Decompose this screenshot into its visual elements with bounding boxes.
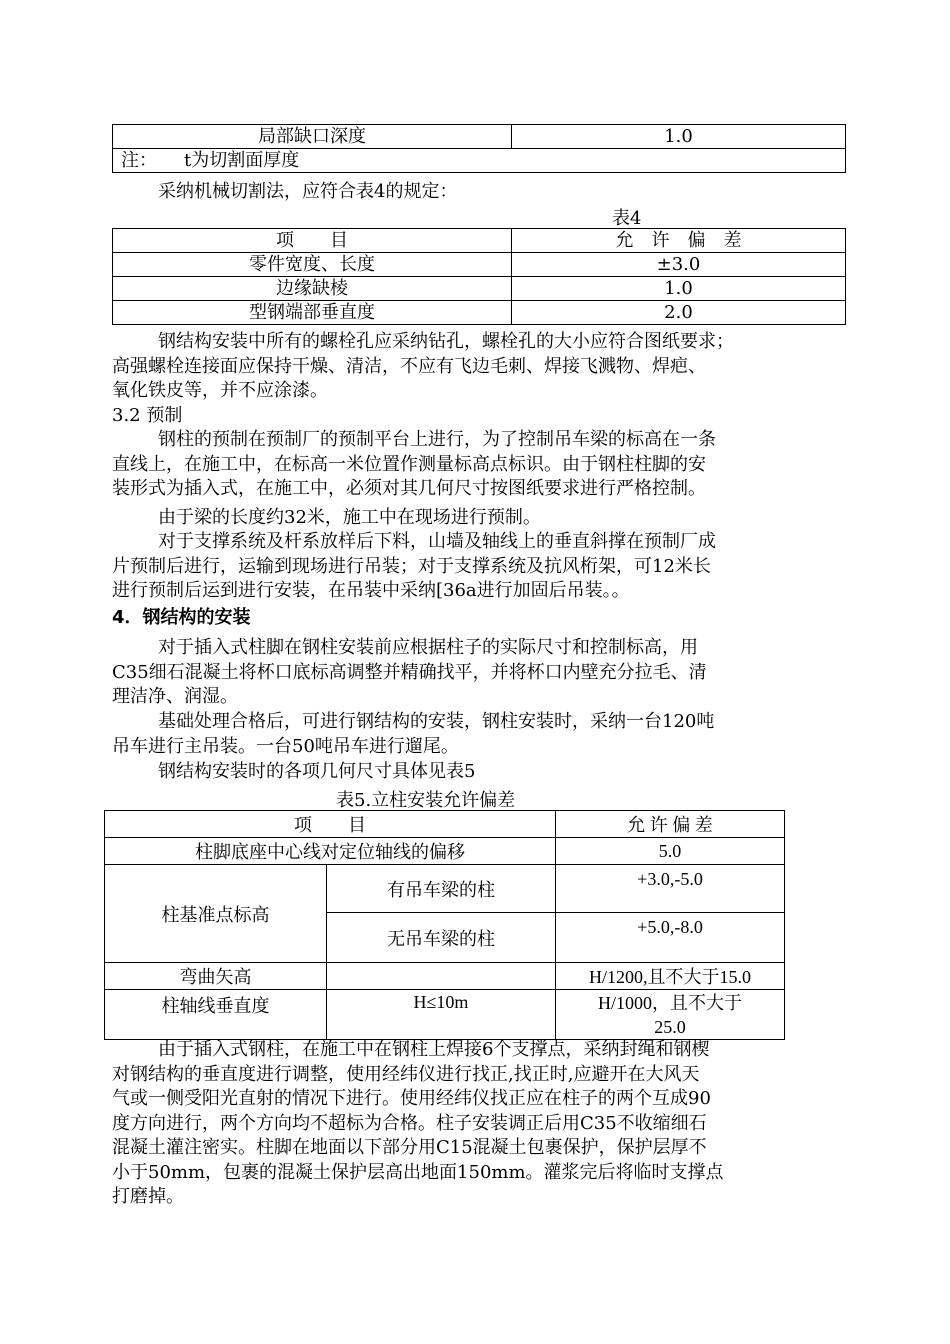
table5-cell xyxy=(556,913,785,963)
table5-cell xyxy=(556,990,785,1040)
table4-row-item xyxy=(113,277,512,301)
text-line: 进行预制后运到进行安装，在吊装中采纳[36a进行加固后吊装。。 xyxy=(112,580,630,601)
text-line: 对于支撑系统及杆系放样后下料，山墙及轴线上的垂直斜撑在预制厂成 xyxy=(158,531,716,552)
text-line: 钢柱的预制在预制厂的预制平台上进行，为了控制吊车梁的标高在一条 xyxy=(158,429,716,450)
text-line: 小于50mm，包裹的混凝土保护层高出地面150mm。灌浆完后将临时支撑点 xyxy=(112,1161,724,1183)
table4-cell: 型钢端部垂直度 xyxy=(249,302,375,323)
text-line: 高强螺栓连接面应保持干燥、清洁，不应有飞边毛刺、焊接飞溅物、焊疤、 xyxy=(112,355,706,377)
table5-cell xyxy=(327,990,556,1040)
para-beam xyxy=(112,506,860,531)
para-final xyxy=(112,1038,860,1210)
table5-cell-text: 有吊车梁的柱 xyxy=(387,879,495,900)
para-support xyxy=(112,530,860,604)
section-heading: 3.2 预制 xyxy=(112,405,183,426)
para-mech xyxy=(112,180,860,205)
heading-4 xyxy=(112,606,860,631)
table5-cell-text: H≤10m xyxy=(413,992,469,1012)
partial-item: 局部缺口深度 xyxy=(258,126,366,147)
table5-cell xyxy=(556,838,785,865)
para-bolt xyxy=(112,330,860,404)
table5-cell-text: 5.0 xyxy=(658,840,682,861)
text-line: 打磨掉。 xyxy=(112,1186,184,1207)
partial-item-cell xyxy=(113,125,512,149)
table4-header-item xyxy=(113,229,512,253)
text-line: 吊车进行主吊装。一台50吨吊车进行遛尾。 xyxy=(112,735,459,757)
para-crane xyxy=(112,710,860,759)
table4-cell: 1.0 xyxy=(664,278,693,299)
table4-row-item xyxy=(113,253,512,277)
table5-header-text: 允 许 偏 差 xyxy=(627,815,713,835)
table5-cell xyxy=(105,963,327,990)
table5-cell xyxy=(105,865,327,963)
para-prefab xyxy=(112,428,860,502)
table4-row-item xyxy=(113,301,512,325)
text-line: 钢结构安装时的各项几何尺寸具体见表5 xyxy=(158,761,476,782)
table5-cell-text: 柱轴线垂直度 xyxy=(161,996,270,1016)
para-ref xyxy=(112,760,860,785)
text-line: 由于插入式钢柱，在施工中在钢柱上焊接6个支撑点，采纳封绳和钢楔 xyxy=(158,1039,710,1060)
text-line: 对于插入式柱脚在钢柱安装前应根据柱子的实际尺寸和控制标高，用 xyxy=(158,637,698,658)
para-mech-line: 采纳机械切割法，应符合表4的规定： xyxy=(158,181,458,202)
text-line: 钢结构安装中所有的螺栓孔应采纳钻孔，螺栓孔的大小应符合图纸要求； xyxy=(158,331,734,352)
table5-cell-text: +3.0,-5.0 xyxy=(637,869,703,889)
partial-value-cell xyxy=(512,125,846,149)
table5-cell xyxy=(327,963,556,990)
table4-cell: 2.0 xyxy=(664,302,693,323)
text-line: 片预制后进行，运输到现场进行吊装；对于支撑系统及抗风桁架，可12米长 xyxy=(112,555,711,577)
table4 xyxy=(112,228,846,325)
table5-cell xyxy=(105,838,556,865)
table4-caption: 表4 xyxy=(612,208,642,229)
table5-cell-text: H/1200,且不大于15.0 xyxy=(589,967,751,987)
table5-cell-text: H/1000，且不大于 xyxy=(598,992,742,1013)
text-line: 氧化铁皮等，并不应涂漆。 xyxy=(112,380,328,401)
table4-cell: 零件宽度、长度 xyxy=(249,254,375,275)
table4-header-value-text: 允 许 偏 差 xyxy=(615,230,742,251)
text-line: 混凝土灌注密实。柱脚在地面以下部分用C15混凝土包裹保护，保护层厚不 xyxy=(112,1137,707,1158)
table5-cell-text: 柱基准点标高 xyxy=(161,904,270,925)
para-base xyxy=(112,636,860,710)
text-line: C35细石混凝土将杯口底标高调整并精确找平，并将杯口内壁充分拉毛、清 xyxy=(112,661,707,683)
table5-header-item xyxy=(105,811,556,838)
table5-cell xyxy=(556,865,785,913)
text-line: 对钢结构的垂直度进行调整，使用经纬仪进行找正,找正时,应避开在大风天 xyxy=(112,1063,700,1085)
table5 xyxy=(104,810,785,1040)
table4-row-value xyxy=(512,253,846,277)
table4-header-value xyxy=(512,229,846,253)
text-line: 由于梁的长度约32米，施工中在现场进行预制。 xyxy=(158,507,541,528)
table5-header-value xyxy=(556,811,785,838)
text-line: 度方向进行，两个方向均不超标为合格。柱子安装调正后用C35不收缩细石 xyxy=(112,1112,707,1134)
text-line: 装形式为插入式，在施工中，必须对其几何尺寸按图纸要求进行严格控制。 xyxy=(112,478,706,499)
table5-cell-text: 无吊车梁的柱 xyxy=(387,928,495,949)
table5-cell xyxy=(327,865,556,913)
table5-cell-text: 弯曲矢高 xyxy=(179,967,252,987)
table4-row-value xyxy=(512,301,846,325)
partial-note-cell xyxy=(113,149,846,173)
text-line: 直线上，在施工中，在标高一米位置作测量标高点标识。由于钢柱柱脚的安 xyxy=(112,453,706,475)
table5-header-text: 项 目 xyxy=(294,815,366,835)
section-3-2 xyxy=(112,404,860,429)
table5-cell xyxy=(556,963,785,990)
section-heading: 4．钢结构的安装 xyxy=(112,607,251,628)
table-note: 注： t为切割面厚度 xyxy=(121,150,300,171)
table4-header-item-text: 项 目 xyxy=(276,230,348,251)
table5-caption: 表5.立柱安装允许偏差 xyxy=(336,790,516,811)
partial-table xyxy=(112,124,846,173)
table5-cell xyxy=(327,913,556,963)
table4-cell: 边缘缺棱 xyxy=(276,278,348,299)
table5-cell-text: 25.0 xyxy=(654,1016,686,1037)
table4-cell: ±3.0 xyxy=(656,254,701,275)
partial-value: 1.0 xyxy=(664,126,693,147)
text-line: 基础处理合格后，可进行钢结构的安装，钢柱安装时，采纳一台120吨 xyxy=(158,711,715,732)
table5-cell xyxy=(105,990,327,1040)
table5-cell-text: 柱脚底座中心线对定位轴线的偏移 xyxy=(195,842,465,862)
text-line: 气或一侧受阳光直射的情况下进行。使用经纬仪找正应在柱子的两个互成90 xyxy=(112,1088,711,1109)
table4-row-value xyxy=(512,277,846,301)
text-line: 理洁净、润湿。 xyxy=(112,686,238,707)
table5-cell-text: +5.0,-8.0 xyxy=(637,917,703,937)
